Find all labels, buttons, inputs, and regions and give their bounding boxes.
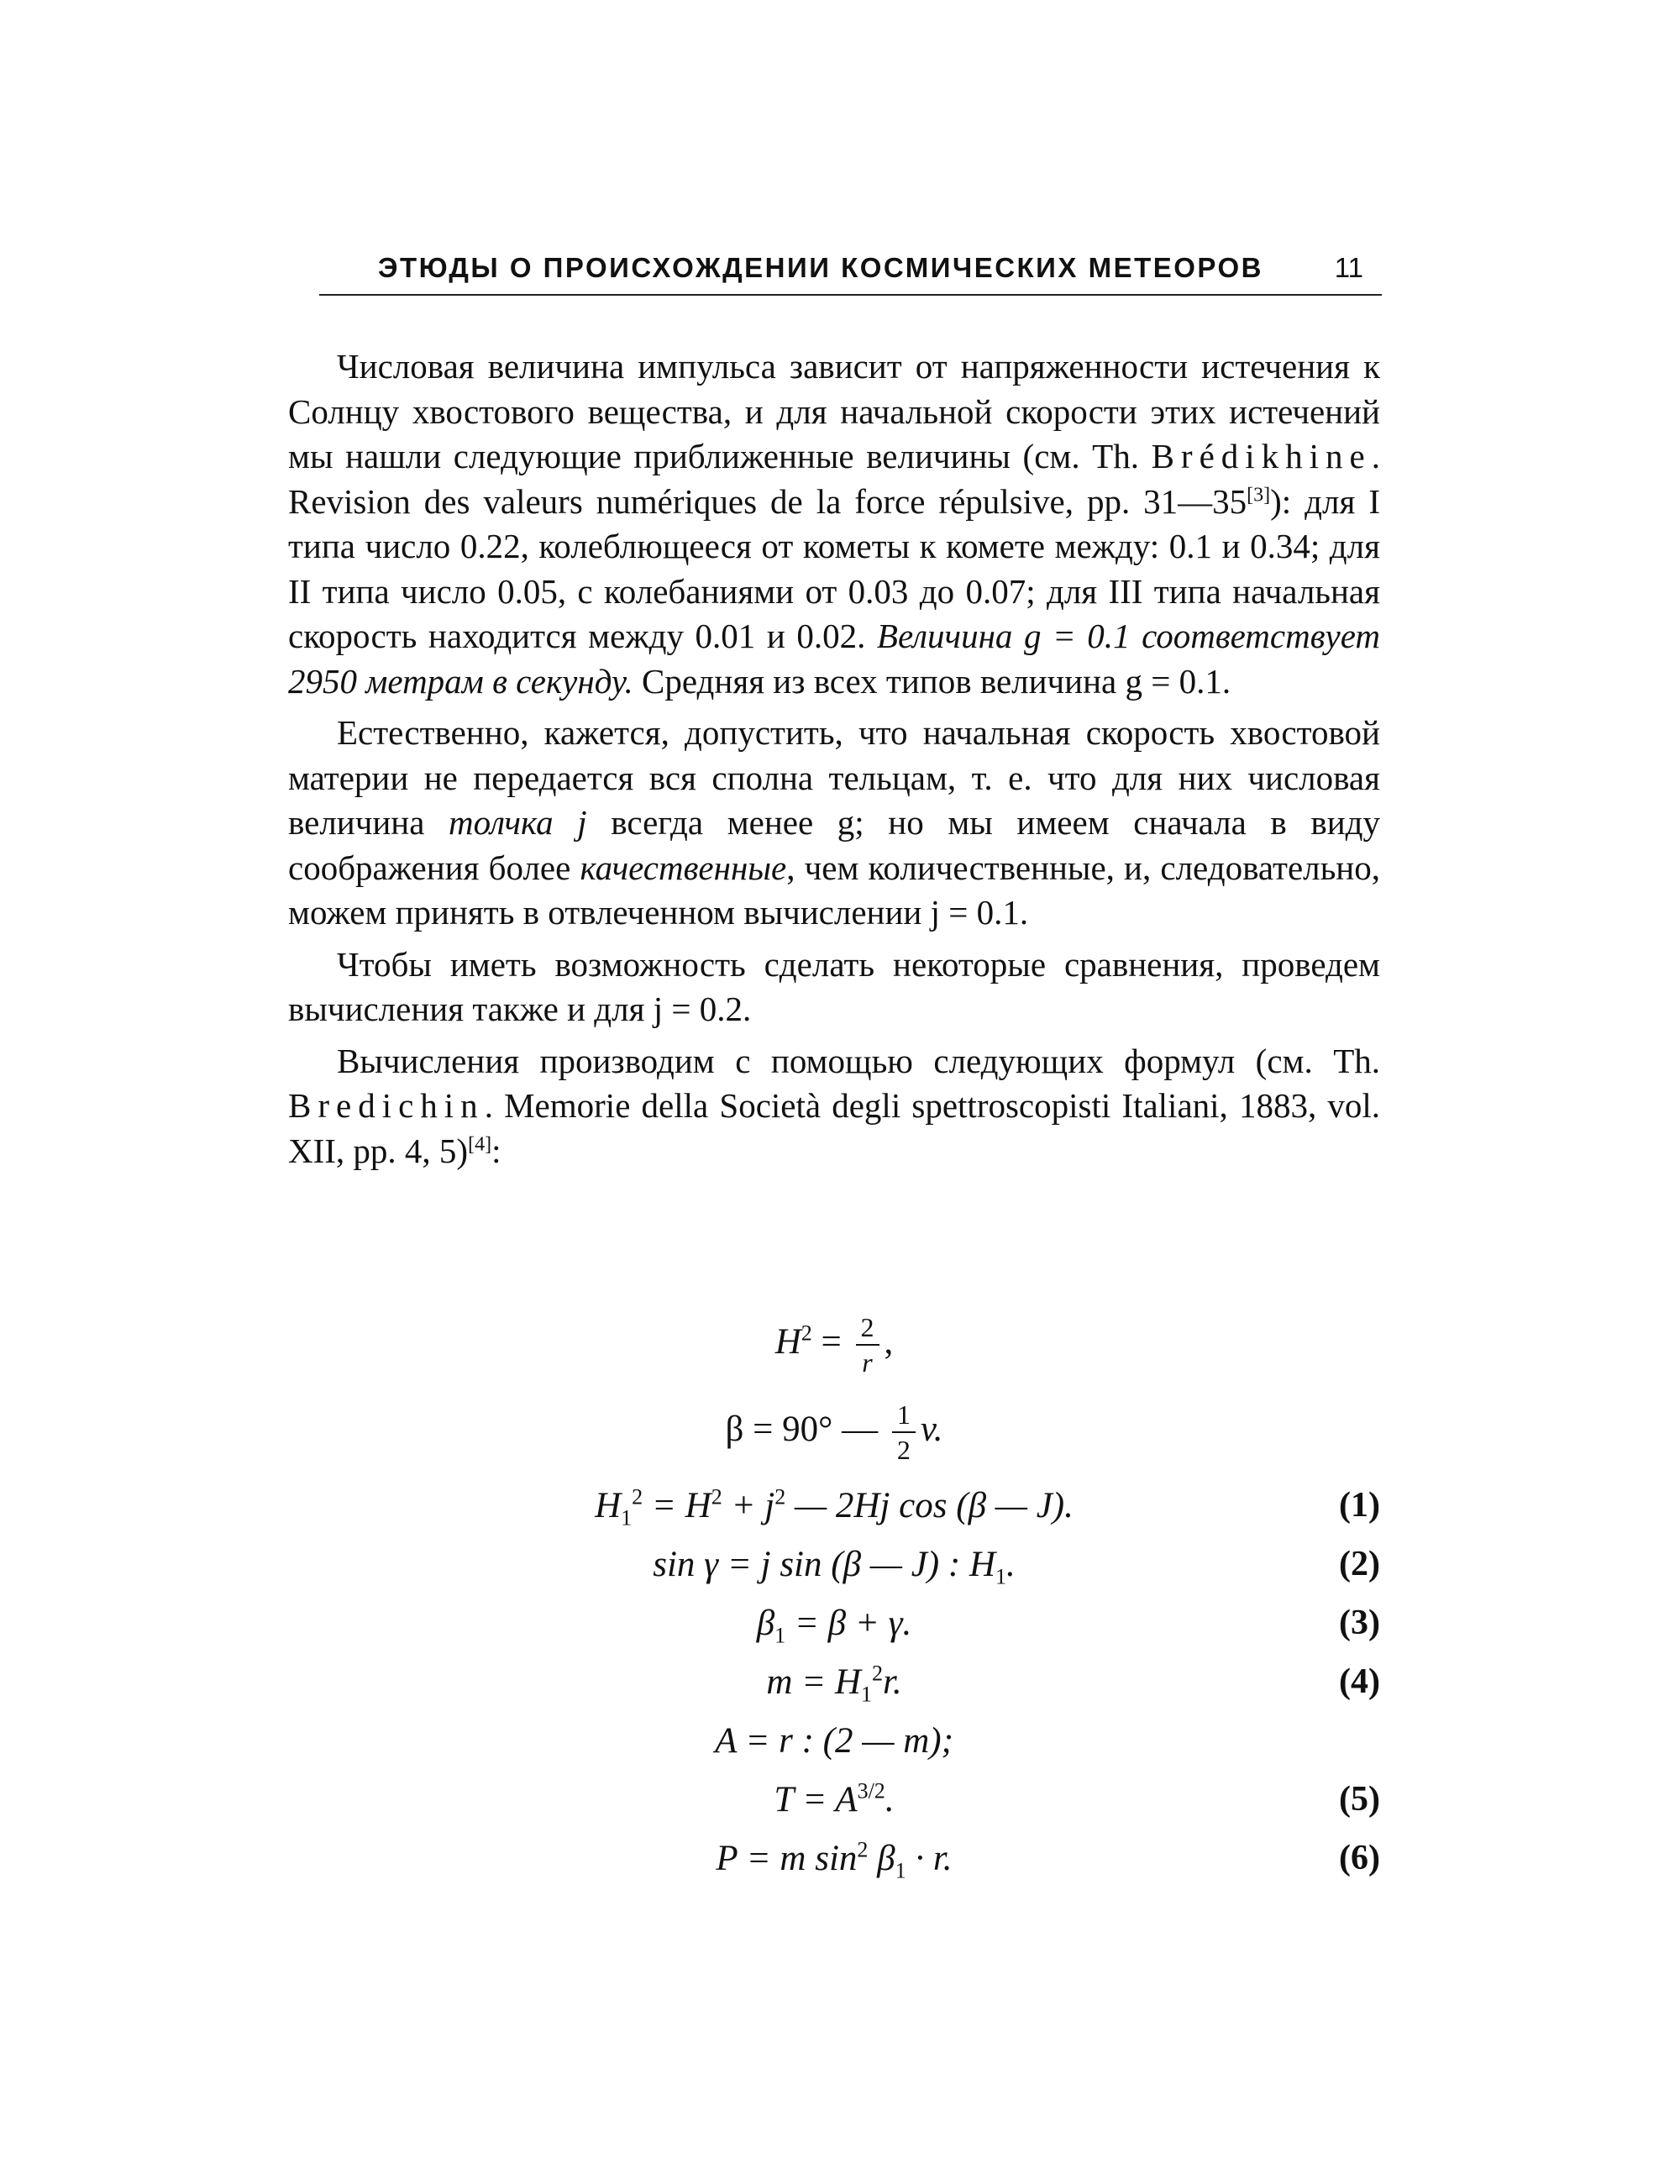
formula-2-a: H xyxy=(595,1486,622,1525)
formula-3-sub: 1 xyxy=(995,1564,1006,1589)
p4-text-b: . Memorie della Società degli spettroscopisti Italiani, 1883, vol. XII, pp. 4, 5) xyxy=(288,1086,1380,1170)
formula-0-fraction xyxy=(856,1310,879,1379)
equation-number-5: (5) xyxy=(1339,1780,1380,1819)
body-text xyxy=(288,344,1380,1173)
page-number: 11 xyxy=(1334,252,1363,283)
formula-8-a-sup: 2 xyxy=(857,1837,869,1862)
formula-4-a: β xyxy=(756,1604,775,1643)
formula-3-a: sin γ = j sin (β — J) : H xyxy=(653,1545,995,1584)
formula-2-b-sup: 2 xyxy=(711,1484,722,1509)
formula-3-b: . xyxy=(1006,1545,1016,1584)
running-title: ЭТЮДЫ О ПРОИСХОЖДЕНИИ КОСМИЧЕСКИХ МЕТЕОРОВ xyxy=(378,252,1263,283)
formula-0-tail: , xyxy=(884,1321,894,1362)
p2-text-a: Естественно, кажется, допустить, что начальная скорость хвостовой материи не передается вся сполна тельцам, т. е. что для них числовая величина xyxy=(288,713,1380,842)
formula-6 xyxy=(288,1838,1380,1897)
formula-7-a-sup: 3/2 xyxy=(857,1778,885,1803)
formula-3 xyxy=(288,1603,1380,1662)
formula-0-denominator: r xyxy=(862,1347,873,1378)
formula-2-a-sup: 2 xyxy=(632,1484,643,1509)
p2-italic-2: качественные xyxy=(580,848,787,887)
formula-5-b: r. xyxy=(882,1662,902,1702)
formula-5-a-sup: 2 xyxy=(871,1661,883,1686)
formula-7-a: T = A xyxy=(774,1780,858,1819)
p1-author: Brédikhine xyxy=(1151,437,1372,475)
equation-number-4: (4) xyxy=(1339,1662,1380,1701)
formula-2-d: — 2Hj cos (β — J). xyxy=(785,1486,1074,1525)
p4-author: Bredichin xyxy=(288,1086,485,1125)
formula-h-squared xyxy=(288,1310,1380,1398)
p2-italic-1: толчка j xyxy=(449,803,587,842)
p1-text-a: Числовая величина импульса зависит от напряженности истечения к Солнцу хвостового вещества, и для начальной скорости этих истечений мы нашли следующие приближенные величины (см. Th. xyxy=(288,347,1380,475)
formula-block xyxy=(288,1310,1380,1897)
formula-2-b: = H xyxy=(643,1486,711,1525)
formula-8-b-sub: 1 xyxy=(895,1858,906,1883)
equation-number-6: (6) xyxy=(1339,1839,1380,1877)
p3-text: Чтобы иметь возможность сделать некоторые сравнения, проведем вычисления также и для j = 0.2. xyxy=(288,944,1380,1028)
formula-1-fraction xyxy=(892,1398,916,1467)
paragraph-4 xyxy=(288,1039,1380,1174)
formula-2-c-sup: 2 xyxy=(774,1484,786,1509)
p2-text-b: всегда менее g; но мы имеем сначала в виду соображения более xyxy=(288,803,1380,887)
formula-1 xyxy=(288,1485,1380,1544)
formula-8-a: P = m sin xyxy=(716,1839,858,1878)
formula-2 xyxy=(288,1544,1380,1603)
formula-5 xyxy=(288,1779,1380,1838)
formula-7-b: . xyxy=(885,1780,895,1819)
formula-8-c: · r. xyxy=(906,1839,953,1878)
formula-1-tail: v. xyxy=(920,1409,943,1449)
formula-2-a-sub: 1 xyxy=(621,1505,633,1530)
formula-4 xyxy=(288,1662,1380,1720)
p4-text-a: Вычисления производим с помощью следующих формул (см. Th. xyxy=(337,1041,1380,1080)
page-header xyxy=(319,249,1382,299)
p1-text-d: Средняя из всех типов величина g = 0.1. xyxy=(633,661,1231,701)
p2-text-c: , чем количественные, и, следовательно, можем принять в отвлеченном вычислении j = 0.1. xyxy=(288,848,1380,932)
equation-number-2: (2) xyxy=(1339,1545,1380,1583)
formula-0-sup: 2 xyxy=(801,1320,812,1346)
formula-0-lhs: H xyxy=(774,1321,801,1362)
formula-4-sub: 1 xyxy=(774,1623,786,1648)
formula-5-a: m = H xyxy=(766,1662,861,1702)
p1-italic-sentence: Величина g = 0.1 соответствует 2950 метрам в секунду. xyxy=(288,617,1380,701)
equation-number-3: (3) xyxy=(1339,1604,1380,1642)
paragraph-1 xyxy=(288,344,1380,704)
paragraph-3 xyxy=(288,942,1380,1032)
formula-1-lhs: β = 90° — xyxy=(725,1409,887,1449)
formula-beta xyxy=(288,1398,1380,1485)
formula-5-a-sub: 1 xyxy=(860,1682,872,1707)
p1-text-c: ): для I типа число 0.22, колеблющееся от кометы к комете между: 0.1 и 0.34; для II типа число 0.05, с колебаниями от 0.03 до 0.07; для III типа начальная скорость находится между 0.01 и 0.02. xyxy=(288,481,1380,655)
formula-0-eq: = xyxy=(811,1321,851,1362)
formula-2-c: + j xyxy=(722,1486,775,1525)
p4-reference: [4] xyxy=(468,1132,492,1155)
paragraph-2 xyxy=(288,711,1380,936)
formula-1-denominator: 2 xyxy=(896,1435,911,1465)
formula-4-b: = β + γ. xyxy=(785,1604,912,1643)
header-rule xyxy=(319,294,1382,296)
p1-text-b: . Revision des valeurs numériques de la force répulsive, pp. 31—35 xyxy=(288,437,1380,521)
p4-text-c: : xyxy=(491,1131,501,1170)
formula-semi-axis xyxy=(288,1720,1380,1779)
formula-8-b: β xyxy=(868,1839,895,1878)
formula-6-text: A = r : (2 — m); xyxy=(715,1721,953,1761)
formula-0-numerator: 2 xyxy=(856,1310,879,1346)
p1-reference: [3] xyxy=(1247,483,1271,506)
formula-1-numerator: 1 xyxy=(892,1398,916,1433)
equation-number-1: (1) xyxy=(1339,1486,1380,1525)
